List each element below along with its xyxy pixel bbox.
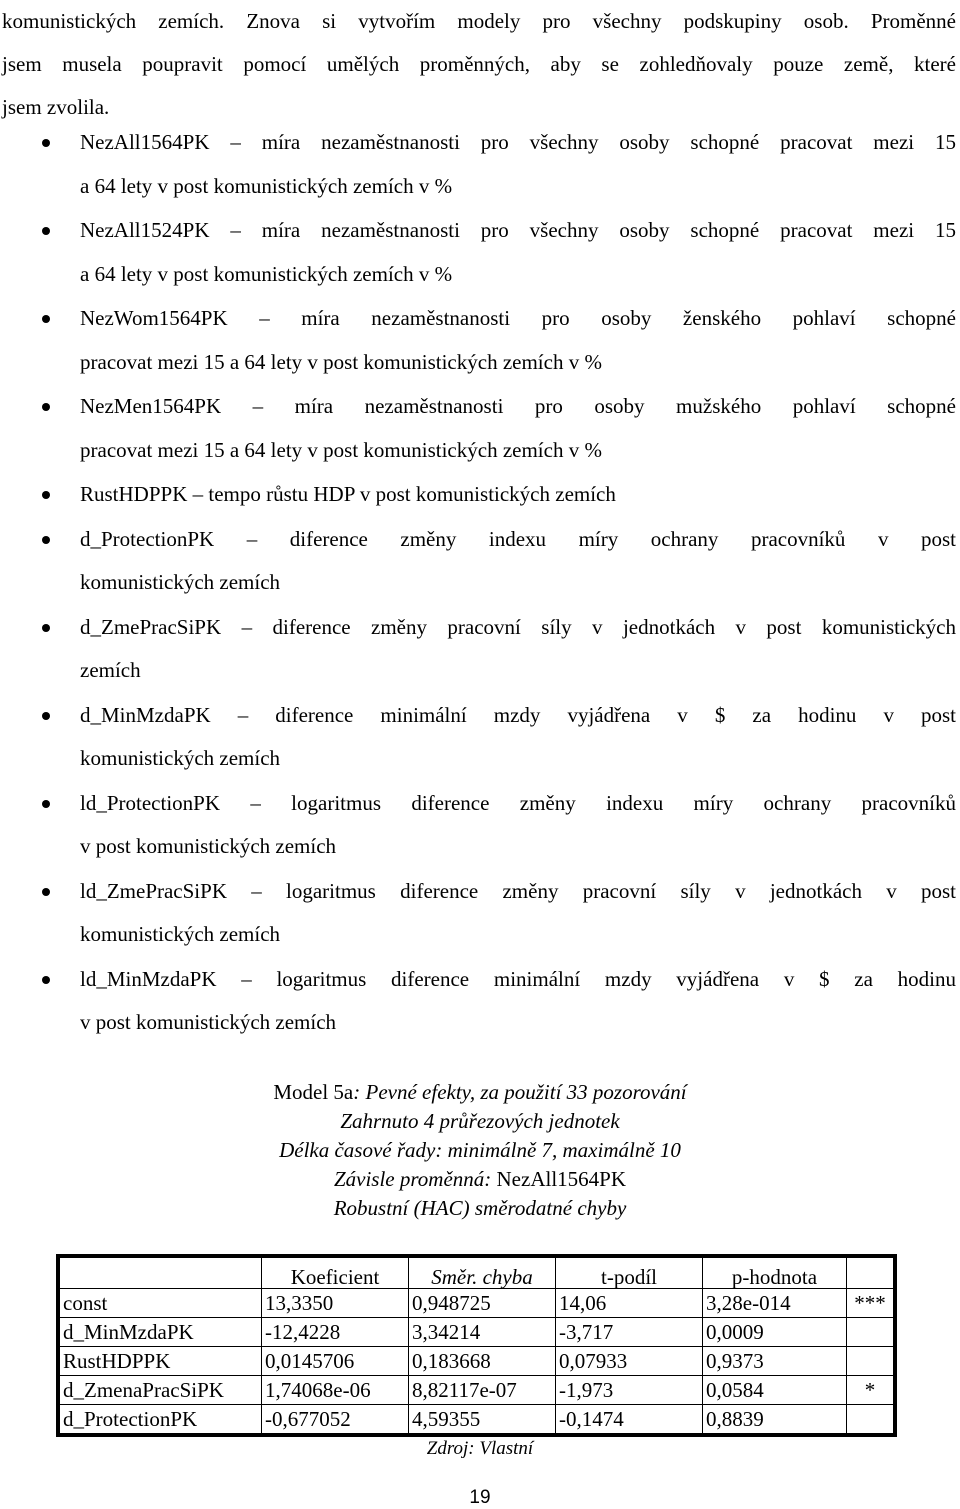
table-cell: RustHDPPK bbox=[58, 1347, 262, 1376]
table-cell: 14,06 bbox=[556, 1289, 703, 1318]
table-cell: d_MinMzdaPK bbox=[58, 1318, 262, 1347]
bullet-icon bbox=[42, 976, 50, 984]
page-number: 19 bbox=[469, 1487, 491, 1508]
table-source: Zdroj: Vlastní bbox=[426, 1438, 534, 1459]
significance-cell bbox=[847, 1405, 896, 1436]
table-cell: -12,4228 bbox=[262, 1318, 409, 1347]
intro-line-1: komunistických zemích. Znova si vytvořím modely pro všechny podskupiny osob. Proměnné bbox=[2, 9, 956, 33]
model-label: Model 5a bbox=[273, 1080, 354, 1104]
dependent-variable: NezAll1564PK bbox=[496, 1167, 627, 1191]
table-cell: 0,8839 bbox=[703, 1405, 847, 1436]
bullet-icon bbox=[42, 315, 50, 323]
list-item: RustHDPPK – tempo růstu HDP v post komunistických zemích bbox=[0, 473, 956, 517]
caption-line-1 bbox=[0, 1078, 960, 1107]
caption-line-5: Robustní (HAC) směrodatné chyby bbox=[333, 1196, 627, 1220]
intro-line-3: jsem zvolila. bbox=[2, 95, 110, 119]
list-item: NezAll1524PK – míra nezaměstnanosti pro všechny osoby schopné pracovat mezi 15 a 64 lety v post komunistických zemích v % bbox=[0, 209, 956, 296]
table-cell: 0,0145706 bbox=[262, 1347, 409, 1376]
significance-cell bbox=[847, 1347, 896, 1376]
header-cell: Koeficient bbox=[262, 1256, 409, 1289]
bullet-icon bbox=[42, 800, 50, 808]
list-item: d_MinMzdaPK – diference minimální mzdy vyjádřena v $ za hodinu v post komunistických zemích bbox=[0, 694, 956, 781]
caption-line-2: Zahrnuto 4 průřezových jednotek bbox=[340, 1109, 620, 1133]
list-item: NezWom1564PK – míra nezaměstnanosti pro osoby ženského pohlaví schopné pracovat mezi 15 a 64 lety v post komunistických zemích v % bbox=[0, 297, 956, 384]
model-caption bbox=[0, 1078, 960, 1223]
list-item: ld_ProtectionPK – logaritmus diference změny indexu míry ochrany pracovníků v post komunistických zemích bbox=[0, 782, 956, 869]
table-cell: 0,0009 bbox=[703, 1318, 847, 1347]
dependent-label: Závisle proměnná: bbox=[333, 1167, 497, 1191]
significance-cell: *** bbox=[847, 1289, 896, 1318]
bullet-icon bbox=[42, 712, 50, 720]
list-item: d_ProtectionPK – diference změny indexu míry ochrany pracovníků v post komunistických zemích bbox=[0, 518, 956, 605]
model-description: : Pevné efekty, za použití 33 pozorování bbox=[353, 1080, 687, 1104]
table-cell: 4,59355 bbox=[409, 1405, 556, 1436]
table-row bbox=[58, 1347, 895, 1376]
regression-table bbox=[56, 1254, 897, 1437]
bullet-icon bbox=[42, 491, 50, 499]
bullet-icon bbox=[42, 888, 50, 896]
header-cell: Směr. chyba bbox=[409, 1256, 556, 1289]
table-cell: -1,973 bbox=[556, 1376, 703, 1405]
significance-cell bbox=[847, 1318, 896, 1347]
table-cell: 0,948725 bbox=[409, 1289, 556, 1318]
bullet-icon bbox=[42, 536, 50, 544]
table-cell: -3,717 bbox=[556, 1318, 703, 1347]
table-cell: 0,0584 bbox=[703, 1376, 847, 1405]
bullet-icon bbox=[42, 227, 50, 235]
table-cell: 0,07933 bbox=[556, 1347, 703, 1376]
table-cell: 13,3350 bbox=[262, 1289, 409, 1318]
list-item: ld_ZmePracSiPK – logaritmus diference změny pracovní síly v jednotkách v post komunistických zemích bbox=[0, 870, 956, 957]
caption-line-4 bbox=[0, 1165, 960, 1194]
intro-paragraph bbox=[2, 0, 956, 129]
table-cell: 8,82117e-07 bbox=[409, 1376, 556, 1405]
list-item: NezMen1564PK – míra nezaměstnanosti pro osoby mužského pohlaví schopné pracovat mezi 15 a 64 lety v post komunistických zemích v % bbox=[0, 385, 956, 472]
bullet-icon bbox=[42, 139, 50, 147]
header-cell bbox=[58, 1256, 262, 1289]
header-cell bbox=[847, 1256, 896, 1289]
table-row bbox=[58, 1376, 895, 1405]
table-cell: d_ProtectionPK bbox=[58, 1405, 262, 1436]
table-cell: -0,677052 bbox=[262, 1405, 409, 1436]
table-row bbox=[58, 1405, 895, 1436]
table-cell: 0,183668 bbox=[409, 1347, 556, 1376]
header-cell: p-hodnota bbox=[703, 1256, 847, 1289]
table-header-row bbox=[58, 1256, 895, 1289]
table-cell: -0,1474 bbox=[556, 1405, 703, 1436]
table-cell: 1,74068e-06 bbox=[262, 1376, 409, 1405]
list-item: ld_MinMzdaPK – logaritmus diference minimální mzdy vyjádřena v $ za hodinu v post komunistických zemích bbox=[0, 958, 956, 1045]
table-cell: 3,34214 bbox=[409, 1318, 556, 1347]
variable-definitions-list bbox=[0, 121, 960, 1046]
table-cell: const bbox=[58, 1289, 262, 1318]
significance-cell: * bbox=[847, 1376, 896, 1405]
table-row bbox=[58, 1318, 895, 1347]
list-item: d_ZmePracSiPK – diference změny pracovní síly v jednotkách v post komunistických zemích bbox=[0, 606, 956, 693]
caption-line-3: Délka časové řady: minimálně 7, maximálně 10 bbox=[279, 1138, 681, 1162]
table-row bbox=[58, 1289, 895, 1318]
bullet-icon bbox=[42, 624, 50, 632]
bullet-icon bbox=[42, 403, 50, 411]
table-cell: d_ZmenaPracSiPK bbox=[58, 1376, 262, 1405]
intro-line-2: jsem musela poupravit pomocí umělých proměnných, aby se zohledňovaly pouze země, které bbox=[2, 52, 956, 76]
header-cell: t-podíl bbox=[556, 1256, 703, 1289]
table-cell: 0,9373 bbox=[703, 1347, 847, 1376]
table-cell: 3,28e-014 bbox=[703, 1289, 847, 1318]
list-item: NezAll1564PK – míra nezaměstnanosti pro všechny osoby schopné pracovat mezi 15 a 64 lety v post komunistických zemích v % bbox=[0, 121, 956, 208]
